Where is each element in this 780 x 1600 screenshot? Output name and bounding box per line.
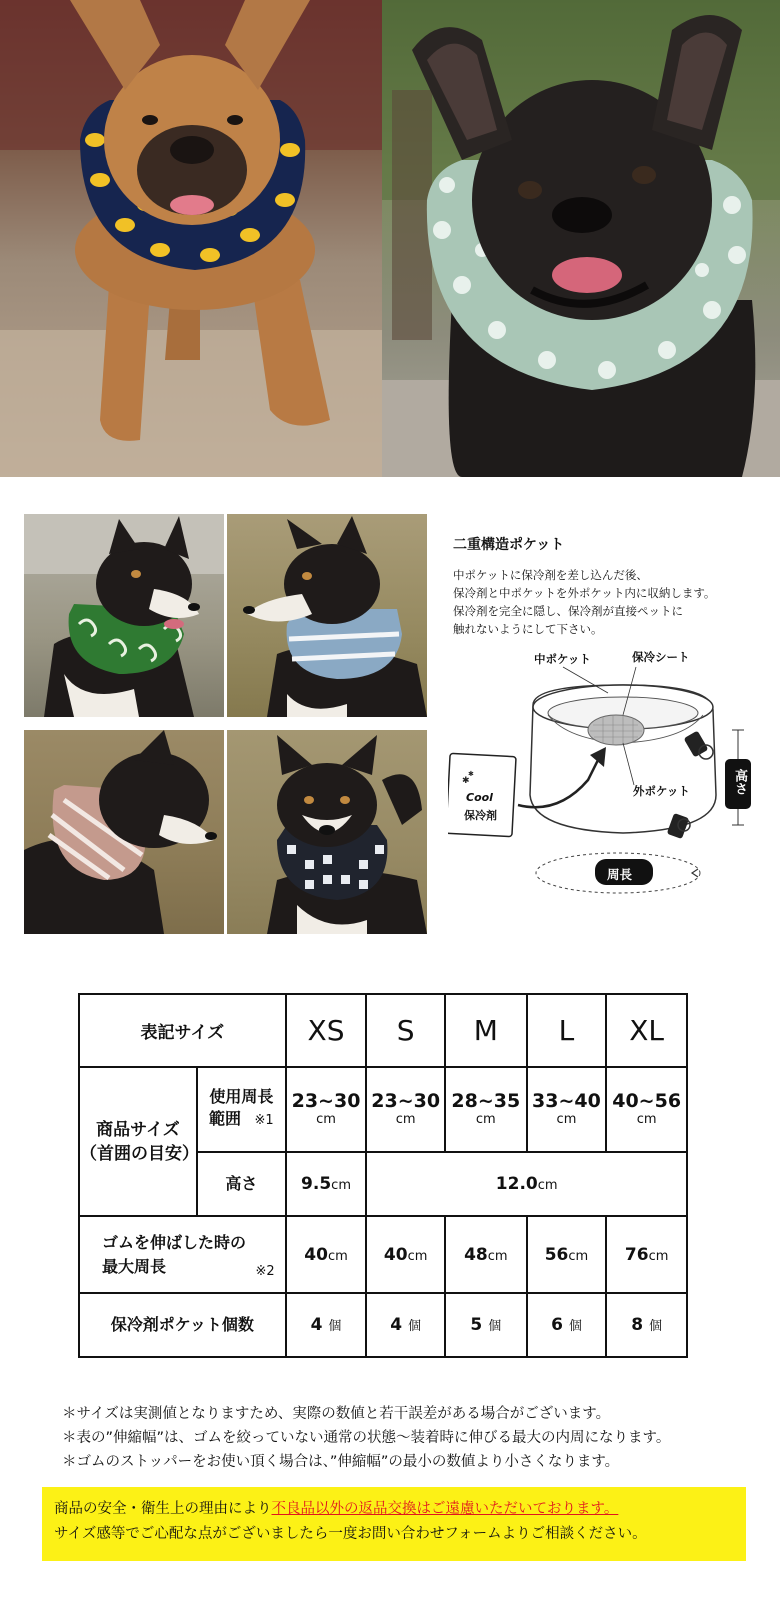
height-unit: cm <box>537 1178 558 1194</box>
count-value: 4 <box>310 1315 323 1336</box>
range-value: 40~56 <box>612 1090 682 1113</box>
french-bulldog-dots-illustration <box>382 0 780 477</box>
label-height: 高さ <box>732 769 747 795</box>
count-value: 5 <box>470 1315 483 1336</box>
product-size-label-line1: 商品サイズ <box>96 1119 180 1140</box>
height-value: 9.5 <box>301 1174 332 1195</box>
max-cell-xs <box>286 1216 367 1293</box>
return-policy-notice <box>42 1487 746 1561</box>
label-outer-pocket: 外ポケット <box>633 784 690 798</box>
max-value: 48 <box>464 1244 488 1265</box>
pocket-count-label: 保冷剤ポケット個数 <box>79 1293 286 1357</box>
size-header-xs: XS <box>286 994 367 1067</box>
count-cell-xs <box>286 1293 367 1357</box>
notice-text: 商品の安全・衛生上の理由により <box>54 1501 272 1517</box>
label-inner-pocket: 中ポケット <box>534 652 591 666</box>
pocket-description <box>453 566 773 638</box>
count-value: 8 <box>631 1315 644 1336</box>
count-unit: 個 <box>408 1319 422 1335</box>
height-unit: cm <box>331 1178 351 1194</box>
note-line: ＊ゴムのストッパーをお使い頂く場合は、”伸縮幅”の最小の数値より小さくなります。 <box>62 1454 620 1470</box>
note-line: ＊表の”伸縮幅”は、ゴムを絞っていない通常の状態～装着時に伸びる最大の内周になります。 <box>62 1430 671 1446</box>
table-row-header <box>79 994 687 1067</box>
svg-text:✱: ✱ <box>468 770 474 778</box>
shiba-pink-illustration <box>24 730 224 934</box>
photo-french-bulldog-dots <box>382 0 780 477</box>
count-unit: 個 <box>328 1319 342 1335</box>
range-value: 33~40 <box>532 1090 601 1113</box>
count-value: 6 <box>551 1315 563 1336</box>
max-cell-l <box>527 1216 607 1293</box>
range-value: 23~30 <box>371 1090 441 1113</box>
max-value: 40 <box>304 1244 328 1265</box>
max-value: 56 <box>544 1244 569 1265</box>
max-cell-m <box>445 1216 527 1293</box>
pocket-desc-line: 触れないようにして下さい。 <box>453 622 603 636</box>
range-cell-l <box>527 1067 607 1152</box>
max-cell-xl <box>606 1216 687 1293</box>
max-unit: cm <box>568 1248 589 1264</box>
size-table-grid <box>78 993 688 1358</box>
size-header-xl: XL <box>606 994 687 1067</box>
range-label-line2: 範囲 <box>208 1109 241 1129</box>
photo-shiba-gingham-scarf <box>227 730 427 934</box>
product-size-label <box>79 1067 197 1217</box>
max-value: 40 <box>383 1244 408 1265</box>
label-cool-brand: Cool <box>466 791 493 804</box>
range-unit: cm <box>475 1112 496 1128</box>
count-unit: 個 <box>568 1319 582 1335</box>
note-line: ＊サイズは実測値となりますため、実際の数値と若干誤差がある場合がございます。 <box>62 1406 611 1422</box>
range-cell-m <box>445 1067 527 1152</box>
notice-line-2: サイズ感等でご心配な点がございましたら一度お問い合わせフォームよりご相談ください。 <box>54 1526 647 1542</box>
pocket-title: 二重構造ポケット <box>453 537 565 553</box>
table-row-max <box>79 1216 687 1293</box>
max-unit: cm <box>327 1248 348 1264</box>
max-cell-s <box>366 1216 445 1293</box>
range-cell-xs <box>286 1067 367 1152</box>
range-label <box>197 1067 286 1152</box>
count-cell-s <box>366 1293 445 1357</box>
range-label-line1: 使用周長 <box>209 1087 274 1107</box>
shiba-gingham-illustration <box>227 730 427 934</box>
height-cell-rest <box>366 1152 687 1217</box>
photo-shiba-green-scarf <box>24 514 224 717</box>
max-label-line2: 最大周長 <box>102 1256 167 1276</box>
range-unit: cm <box>316 1112 336 1128</box>
shiba-green-illustration <box>24 514 224 717</box>
height-label: 高さ <box>197 1152 286 1217</box>
size-header-s: S <box>366 994 445 1067</box>
max-value: 76 <box>624 1244 649 1265</box>
range-value: 23~30 <box>291 1090 361 1113</box>
neck-cooler-diagram-drawing <box>448 655 768 925</box>
count-unit: 個 <box>488 1319 502 1335</box>
size-table <box>78 993 688 1358</box>
pocket-desc-line: 保冷剤を完全に隠し、保冷剤が直接ペットに <box>453 604 683 618</box>
max-unit: cm <box>487 1248 508 1264</box>
notice-line-1 <box>54 1497 746 1522</box>
range-unit: cm <box>556 1112 577 1128</box>
product-size-label-line2: （首囲の目安） <box>80 1143 199 1164</box>
size-header-l: L <box>527 994 607 1067</box>
size-header-m: M <box>445 994 527 1067</box>
count-unit: 個 <box>649 1319 663 1335</box>
range-unit: cm <box>636 1112 657 1128</box>
pocket-desc-line: 保冷剤と中ポケットを外ポケット内に収納します。 <box>453 586 716 600</box>
range-note-mark: ※1 <box>254 1113 274 1129</box>
count-cell-m <box>445 1293 527 1357</box>
size-notes <box>62 1402 670 1474</box>
max-unit: cm <box>407 1248 428 1264</box>
svg-text:✱: ✱ <box>462 776 470 786</box>
notice-warning: 不良品以外の返品交換はご遠慮いただいております。 <box>271 1501 619 1517</box>
range-value: 28~35 <box>451 1090 521 1113</box>
table-row-pocket-count <box>79 1293 687 1357</box>
pocket-desc-line: 中ポケットに保冷剤を差し込んだ後、 <box>453 568 648 582</box>
count-value: 4 <box>390 1315 403 1336</box>
table-row-range <box>79 1067 687 1152</box>
photo-french-bulldog-lemon <box>0 0 382 477</box>
pocket-structure-diagram <box>448 650 768 925</box>
max-label-line1: ゴムを伸ばした時の <box>102 1232 247 1252</box>
shiba-photo-grid <box>24 514 430 934</box>
label-ice-pack: 保冷剤 <box>464 809 497 822</box>
range-unit: cm <box>395 1112 416 1128</box>
height-cell-xs <box>286 1152 367 1217</box>
range-cell-s <box>366 1067 445 1152</box>
label-circumference: 周長 <box>607 867 633 882</box>
photo-shiba-blue-stripe-scarf <box>227 514 427 717</box>
french-bulldog-lemon-illustration <box>0 0 382 477</box>
photo-shiba-pink-stripe-scarf <box>24 730 224 934</box>
shiba-blue-illustration <box>227 514 427 717</box>
header-size-label: 表記サイズ <box>79 994 286 1067</box>
label-cooling-sheet: 保冷シート <box>632 650 690 664</box>
count-cell-l <box>527 1293 607 1357</box>
max-unit: cm <box>648 1248 669 1264</box>
top-photos <box>0 0 780 477</box>
max-circumference-label <box>79 1216 286 1293</box>
range-cell-xl <box>606 1067 687 1152</box>
count-cell-xl <box>606 1293 687 1357</box>
height-value: 12.0 <box>495 1174 538 1195</box>
max-note-mark: ※2 <box>255 1264 275 1280</box>
